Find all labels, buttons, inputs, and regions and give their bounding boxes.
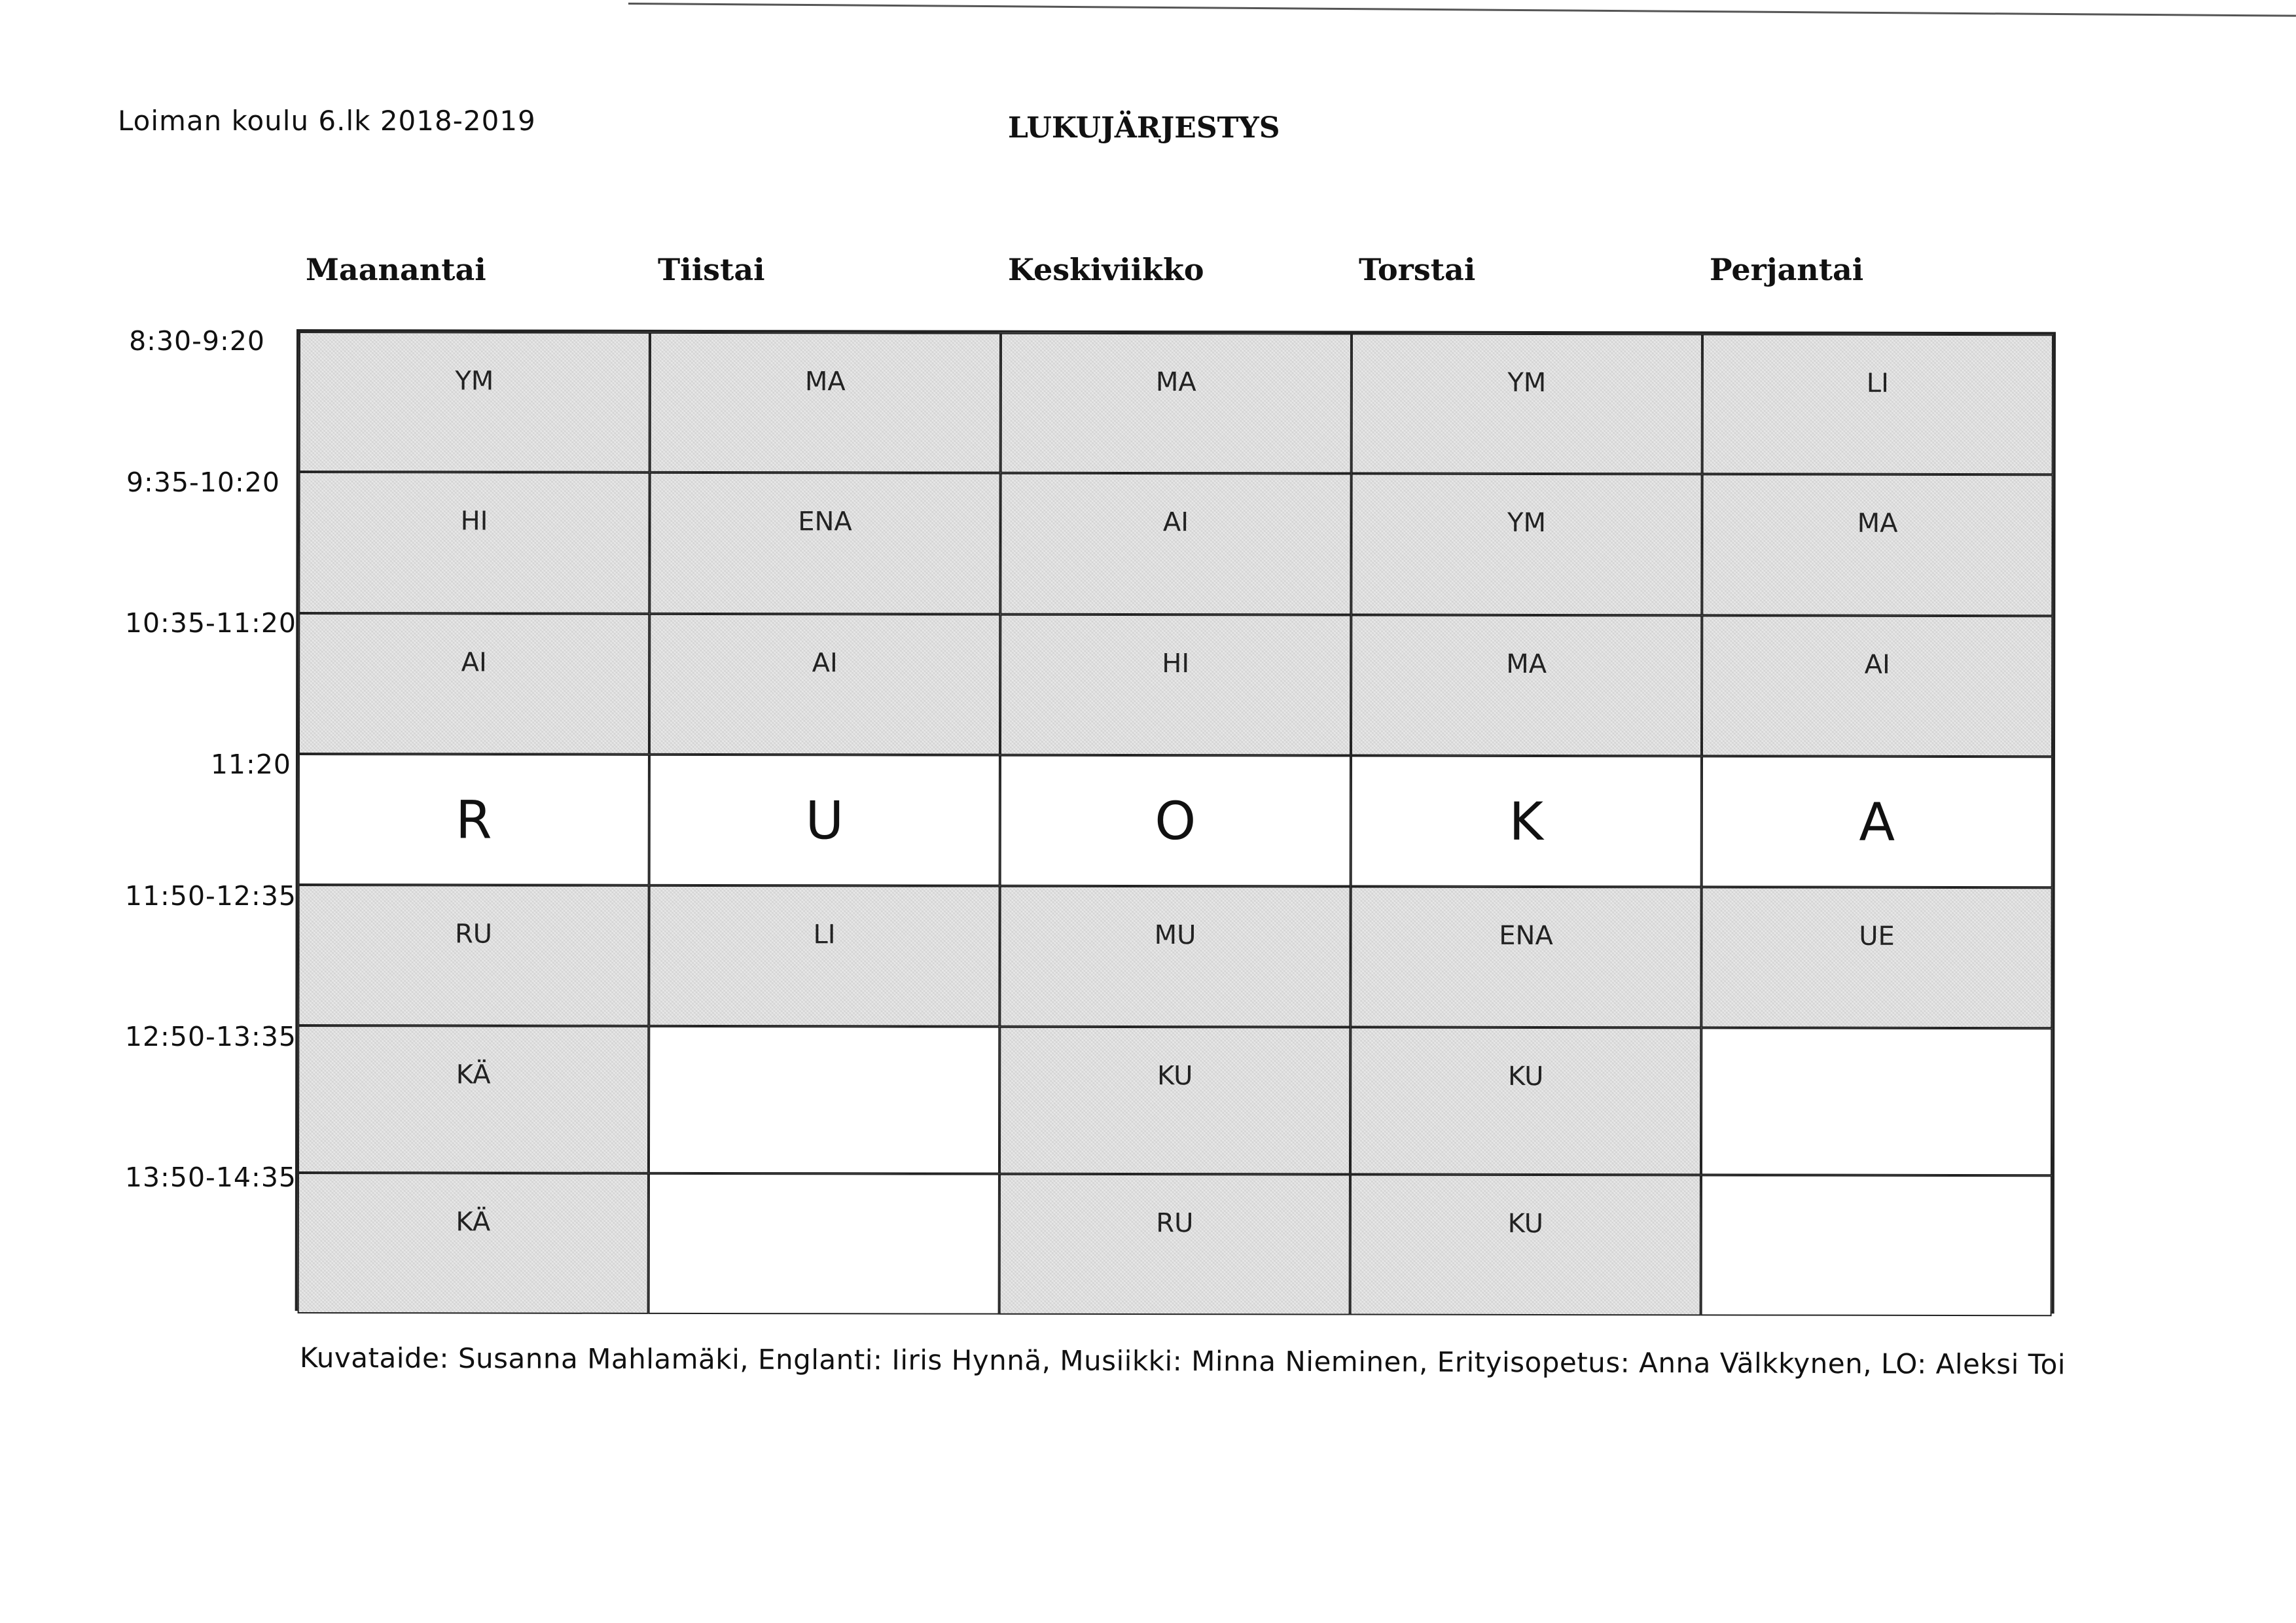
lesson-cell-wednesday-6: KU (999, 1027, 1350, 1175)
lesson-cell-tuesday-2: ENA (649, 473, 1000, 615)
time-slot-3: 10:35-11:20 (124, 607, 296, 639)
lesson-cell-tuesday-3: AI (649, 614, 1000, 755)
lesson-cell-monday-3: AI (298, 613, 649, 755)
lesson-cell-wednesday-1: MA (1001, 333, 1352, 474)
lesson-cell-thursday-5: ENA (1350, 887, 1701, 1028)
teachers-footer: Kuvataide: Susanna Mahlamäki, Englanti: Iiris Hynnä, Musiikki: Minna Nieminen, Erityisopetus: Anna Välkkynen, LO: Aleksi Toi (299, 1342, 2066, 1381)
lunch-letter-monday: R (298, 754, 649, 885)
time-slot-6: 12:50-13:35 (124, 1021, 296, 1052)
day-header-monday: Maanantai (306, 252, 486, 287)
time-slot-lunch: 11:20 (210, 749, 291, 780)
lesson-cell-thursday-2: YM (1351, 474, 1702, 616)
lesson-cell-thursday-7: KU (1350, 1175, 1701, 1316)
lesson-cell-friday-6 (1701, 1027, 2052, 1175)
time-slot-2: 9:35-10:20 (126, 467, 280, 498)
lesson-cell-thursday-1: YM (1352, 334, 1702, 474)
lesson-cell-tuesday-6 (649, 1026, 999, 1174)
page-title: LUKUJÄRJESTYS (1008, 111, 1280, 145)
lesson-cell-monday-2: HI (298, 472, 649, 614)
lesson-cell-wednesday-5: MU (999, 886, 1350, 1027)
timetable-grid (295, 329, 2056, 1313)
lesson-cell-monday-1: YM (299, 332, 650, 473)
scan-edge-line (628, 3, 2296, 17)
lesson-cell-friday-5: UE (1701, 887, 2052, 1028)
lesson-cell-friday-3: AI (1702, 615, 2053, 757)
lesson-cell-friday-2: MA (1702, 474, 2053, 616)
day-header-thursday: Torstai (1359, 252, 1476, 287)
lunch-letter-thursday: K (1351, 756, 1702, 887)
lesson-cell-wednesday-3: HI (1000, 615, 1351, 756)
lesson-cell-thursday-6: KU (1350, 1027, 1701, 1175)
time-slot-7: 13:50-14:35 (124, 1162, 296, 1193)
lesson-cell-friday-1: LI (1702, 334, 2053, 474)
lesson-cell-monday-5: RU (298, 885, 649, 1026)
school-label: Loiman koulu 6.lk 2018-2019 (118, 105, 536, 137)
lunch-letter-wednesday: O (1000, 755, 1351, 887)
day-header-wednesday: Keskiviikko (1008, 252, 1204, 287)
lesson-cell-monday-6: KÄ (298, 1026, 649, 1173)
time-slot-5: 11:50-12:35 (124, 880, 296, 912)
lesson-cell-tuesday-5: LI (649, 885, 999, 1027)
lesson-cell-wednesday-2: AI (1000, 473, 1351, 615)
time-slot-1: 8:30-9:20 (129, 325, 265, 357)
day-header-friday: Perjantai (1710, 252, 1864, 287)
lunch-letter-friday: A (1702, 756, 2053, 887)
day-header-tuesday: Tiistai (658, 252, 765, 287)
lesson-cell-thursday-3: MA (1351, 615, 1702, 757)
lunch-letter-tuesday: U (649, 755, 1000, 886)
lesson-cell-wednesday-7: RU (999, 1174, 1350, 1315)
lesson-cell-monday-7: KÄ (298, 1173, 649, 1314)
lesson-cell-tuesday-1: MA (650, 332, 1001, 473)
lesson-cell-friday-7 (1701, 1175, 2052, 1316)
lesson-cell-tuesday-7 (649, 1173, 999, 1315)
